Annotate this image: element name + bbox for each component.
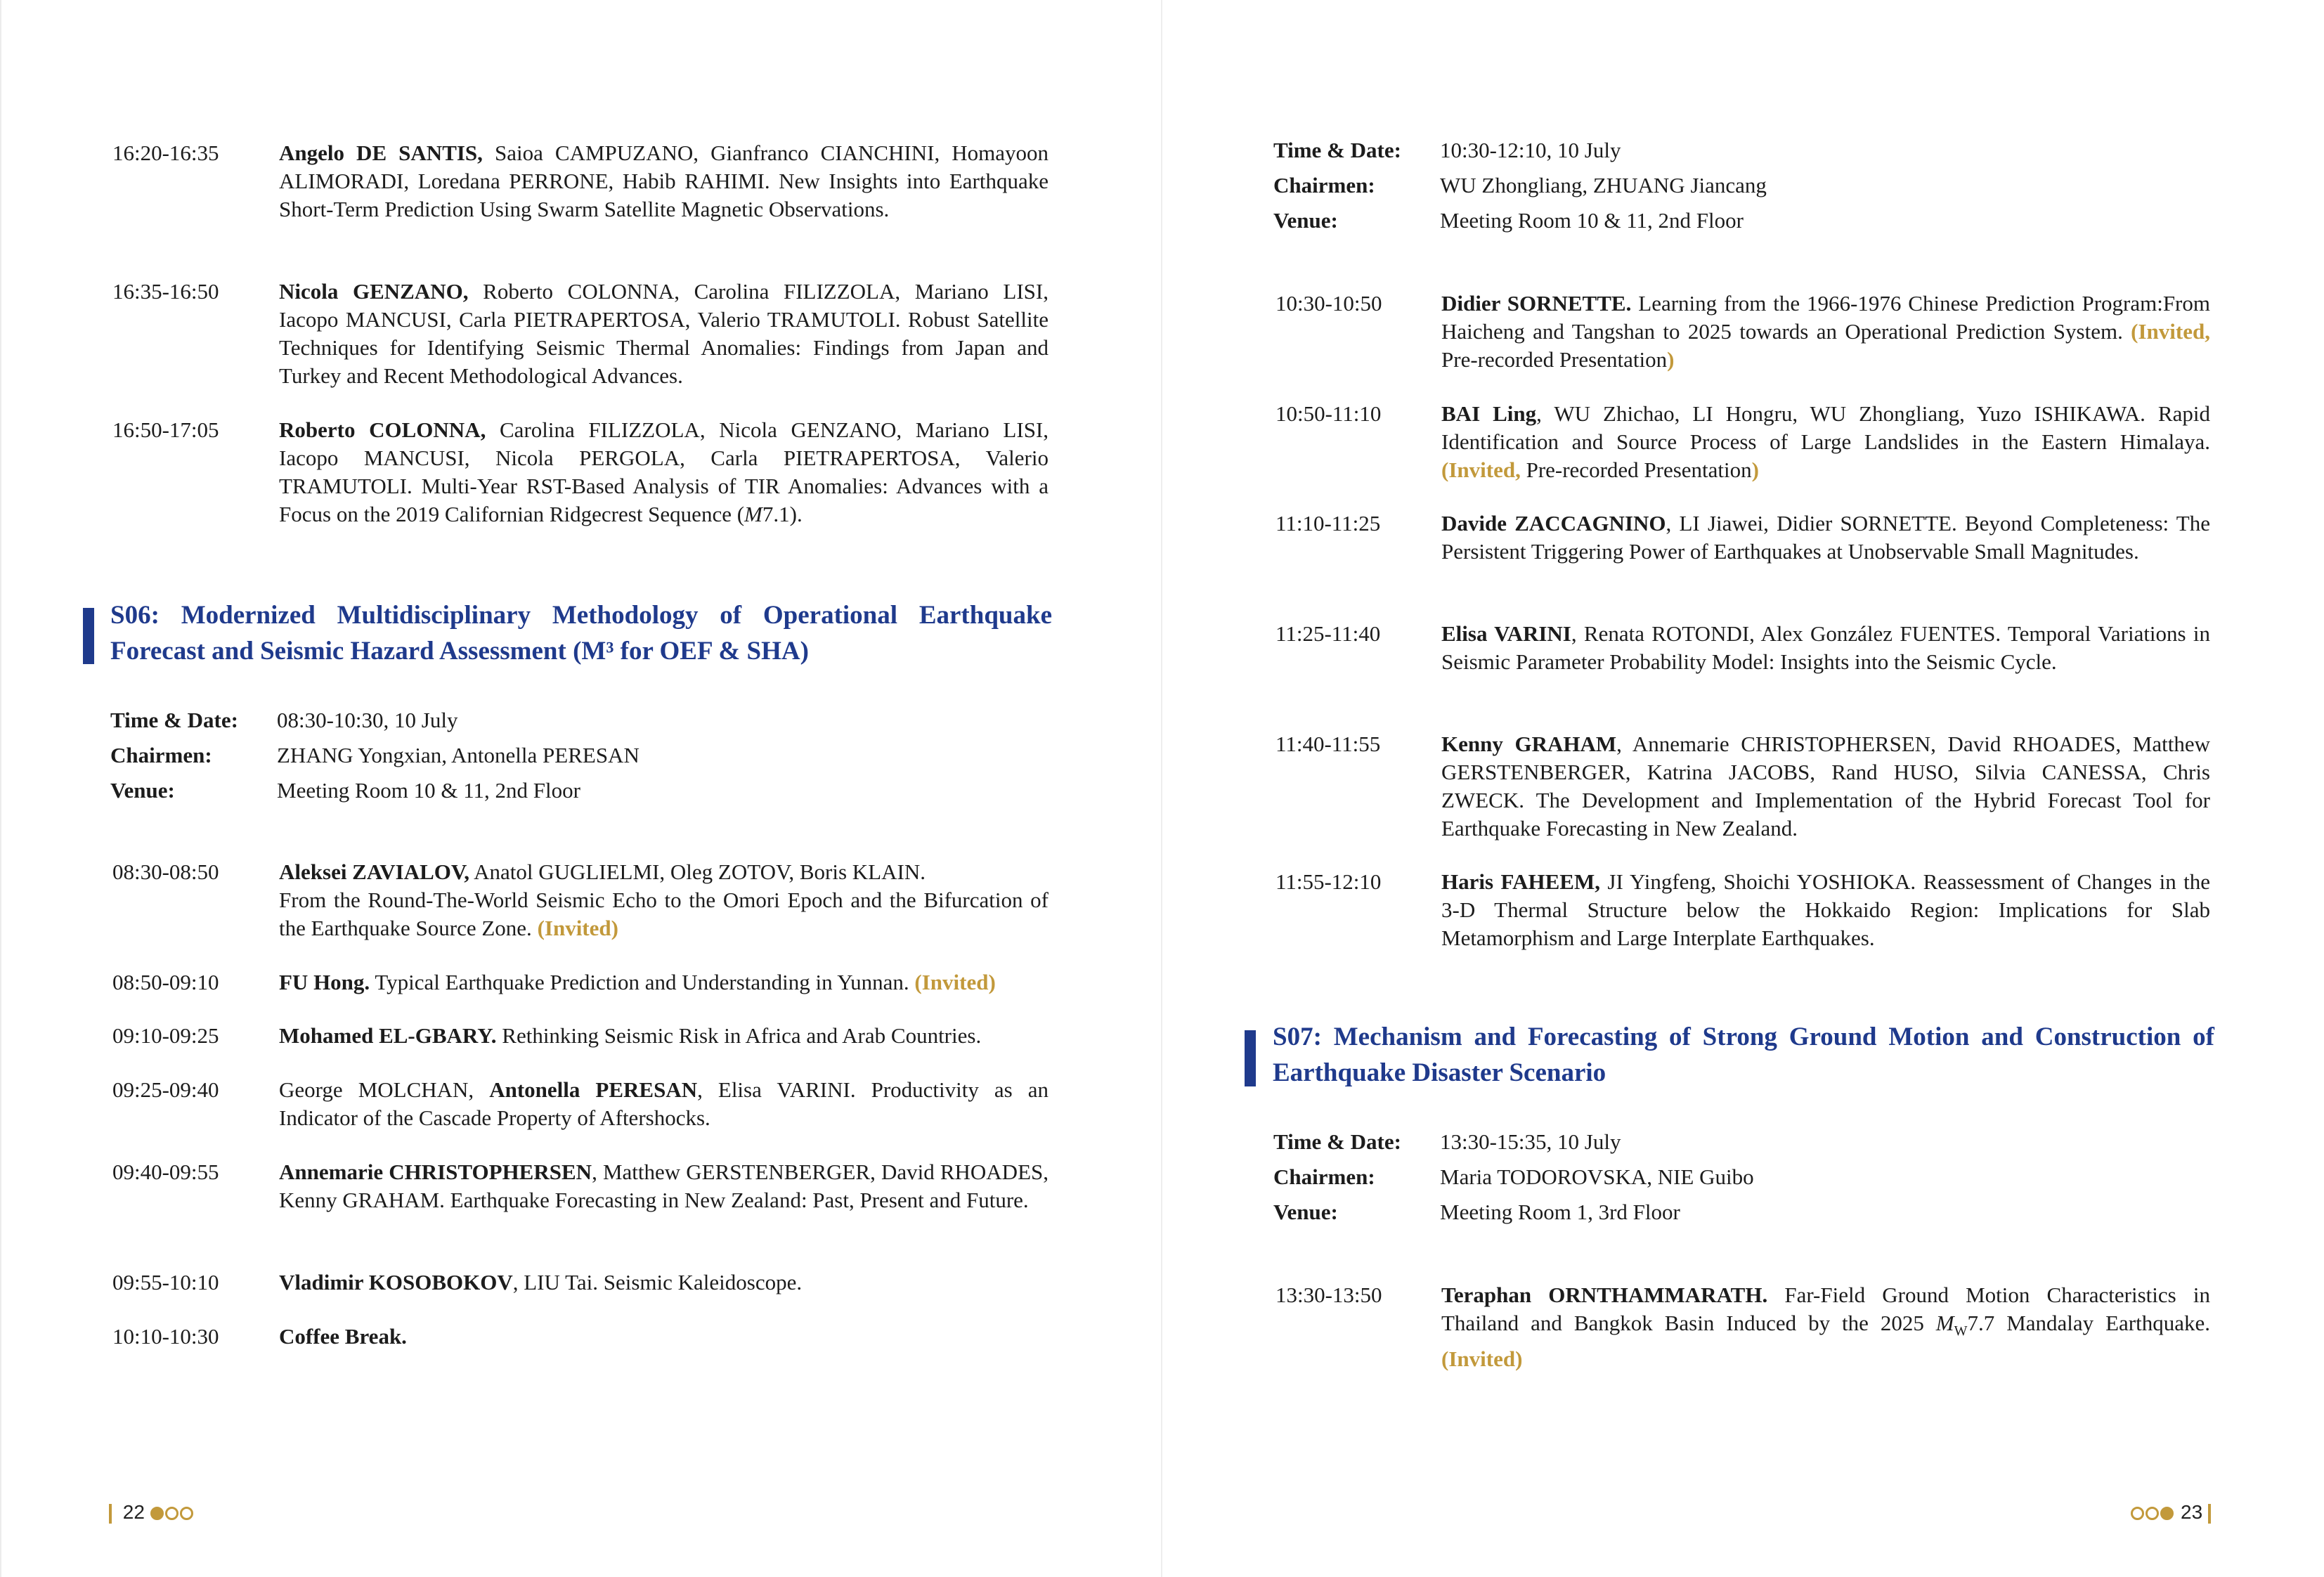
- entry-text: Roberto COLONNA, Carolina FILIZZOLA, Nicola GENZANO, Mariano LISI, Iacopo MANCUSI, Nicola PERGOLA, Carla PIETRAPERTOSA, Valerio TRAMUTOLI. Multi-Year RST-Based Analysis of TIR Anomalies: Advances with a Focus on the 2019 Californian Ridgecrest Sequence (M7.1).: [279, 417, 1049, 526]
- chairmen-row: [1273, 1160, 2117, 1195]
- chairmen-label: Chairmen:: [1273, 1164, 1375, 1189]
- chairmen-label: Chairmen:: [110, 743, 212, 767]
- dot-icon: [2146, 1507, 2159, 1520]
- entry-text: Didier SORNETTE. Learning from the 1966-1976 Chinese Prediction Program:From Haicheng and Tangshan to 2025 towards an Operational Prediction System. (Invited, Pre-recorded Presentation): [1441, 291, 2210, 372]
- chairmen-value: WU Zhongliang, ZHUANG Jiancang: [1440, 173, 1767, 197]
- time-date-label: Time & Date:: [110, 708, 238, 732]
- session-info: [1273, 1124, 2117, 1230]
- entry-time: 08:30-08:50: [112, 859, 219, 884]
- time-date-row: [110, 703, 954, 738]
- entry-text: Vladimir KOSOBOKOV, LIU Tai. Seismic Kaleidoscope.: [279, 1270, 803, 1294]
- time-date-value: 13:30-15:35, 10 July: [1440, 1129, 1621, 1154]
- venue-value: Meeting Room 10 & 11, 2nd Floor: [1440, 208, 1744, 233]
- dot-icon: [165, 1507, 178, 1520]
- entry-text: Teraphan ORNTHAMMARATH. Far-Field Ground Motion Characteristics in Thailand and Bangkok Basin Induced by the 2025 $M_W7.7$ Mandalay Earthquake. (Invited): [1441, 1283, 2210, 1372]
- venue-label: Venue:: [110, 778, 175, 803]
- venue-label: Venue:: [1273, 1200, 1338, 1224]
- dot-icon: [2160, 1507, 2174, 1520]
- entry-text: Kenny GRAHAM, Annemarie CHRISTOPHERSEN, David RHOADES, Matthew GERSTENBERGER, Katrina JACOBS, Rand HUSO, Silvia CANESSA, Chris ZWECK. The Development and Implementation of the Hybrid Forecast Tool for Earthquake Forecasting in New Zealand.: [1441, 732, 2211, 841]
- dot-icon: [180, 1507, 193, 1520]
- page-number-footer: [109, 1501, 195, 1524]
- time-date-row: [1273, 1124, 2117, 1160]
- page-number-footer: [2131, 1501, 2211, 1524]
- time-date-value: 10:30-12:10, 10 July: [1440, 138, 1621, 162]
- entry-text: FU Hong. Typical Earthquake Prediction and Understanding in Yunnan. (Invited): [279, 970, 996, 994]
- folio-bar: [109, 1504, 112, 1524]
- entry-time: 16:20-16:35: [112, 141, 219, 165]
- venue-label: Venue:: [1273, 208, 1338, 233]
- chairmen-value: Maria TODOROVSKA, NIE Guibo: [1440, 1164, 1754, 1189]
- entry-text: Coffee Break.: [279, 1324, 407, 1349]
- folio-bar: [2208, 1504, 2211, 1524]
- time-date-row: [1273, 133, 2117, 168]
- entry-text: Annemarie CHRISTOPHERSEN, Matthew GERSTENBERGER, David RHOADES, Kenny GRAHAM. Earthquake Forecasting in New Zealand: Past, Present and Future.: [279, 1160, 1049, 1212]
- entry-time: 11:10-11:25: [1275, 511, 1381, 536]
- time-date-label: Time & Date:: [1273, 138, 1401, 162]
- time-date-value: 08:30-10:30, 10 July: [277, 708, 458, 732]
- entry-time: 09:40-09:55: [112, 1160, 219, 1184]
- entry-time: 16:50-17:05: [112, 417, 219, 442]
- entry-time: 09:10-09:25: [112, 1023, 219, 1048]
- entry-text: Haris FAHEEM, JI Yingfeng, Shoichi YOSHIOKA. Reassessment of Changes in the 3-D Thermal Structure below the Hokkaido Region: Implications for Slab Metamorphism and Large Interplate Earthquakes.: [1441, 869, 2211, 950]
- session-marker: [83, 608, 94, 664]
- chairmen-row: [110, 738, 954, 773]
- time-date-label: Time & Date:: [1273, 1129, 1401, 1154]
- entry-time: 11:55-12:10: [1275, 869, 1382, 894]
- right-page: [1162, 0, 2324, 1577]
- entry-time: 16:35-16:50: [112, 279, 219, 304]
- chairmen-label: Chairmen:: [1273, 173, 1375, 197]
- entry-text: Aleksei ZAVIALOV, Anatol GUGLIELMI, Oleg ZOTOV, Boris KLAIN. From the Round-The-World Seismic Echo to the Omori Epoch and the Bifurcation of the Earthquake Source Zone. (Invited): [279, 859, 1049, 940]
- entry-text: Davide ZACCAGNINO, LI Jiawei, Didier SORNETTE. Beyond Completeness: The Persistent Triggering Power of Earthquakes at Unobservable Small Magnitudes.: [1441, 511, 2210, 564]
- venue-value: Meeting Room 10 & 11, 2nd Floor: [277, 778, 580, 803]
- entry-time: 11:25-11:40: [1275, 621, 1381, 646]
- entry-text: BAI Ling, WU Zhichao, LI Hongru, WU Zhongliang, Yuzo ISHIKAWA. Rapid Identification and Source Process of Large Landslides in the Eastern Himalaya. (Invited, Pre-recorded Presentation): [1441, 401, 2210, 482]
- entry-text: Nicola GENZANO, Roberto COLONNA, Carolina FILIZZOLA, Mariano LISI, Iacopo MANCUSI, Carla PIETRAPERTOSA, Valerio TRAMUTOLI. Robust Satellite Techniques for Identifying Seismic Thermal Anomalies: Findings from Japan and Turkey and Recent Methodological Advances.: [279, 279, 1049, 388]
- chairmen-row: [1273, 168, 2117, 203]
- entry-time: 11:40-11:55: [1275, 732, 1381, 756]
- entry-time: 08:50-09:10: [112, 970, 219, 994]
- session-info: [1273, 133, 2117, 238]
- venue-row: [1273, 1195, 2117, 1230]
- entry-text: George MOLCHAN, Antonella PERESAN, Elisa VARINI. Productivity as an Indicator of the Cascade Property of Aftershocks.: [279, 1077, 1049, 1130]
- entry-text: Elisa VARINI, Renata ROTONDI, Alex González FUENTES. Temporal Variations in Seismic Parameter Probability Model: Insights into the Seismic Cycle.: [1441, 621, 2211, 674]
- entry-time: 09:25-09:40: [112, 1077, 219, 1102]
- entry-text: Angelo DE SANTIS, Saioa CAMPUZANO, Gianfranco CIANCHINI, Homayoon ALIMORADI, Loredana PERRONE, Habib RAHIMI. New Insights into Earthquake Short-Term Prediction Using Swarm Satellite Magnetic Observations.: [279, 141, 1049, 221]
- venue-row: [110, 773, 954, 808]
- page-number: 22: [122, 1501, 145, 1523]
- entry-text: Mohamed EL-GBARY. Rethinking Seismic Risk in Africa and Arab Countries.: [279, 1023, 982, 1048]
- entry-time: 13:30-13:50: [1275, 1283, 1382, 1307]
- entry-time: 10:30-10:50: [1275, 291, 1382, 316]
- page-number: 23: [2181, 1501, 2203, 1523]
- entry-time: 10:50-11:10: [1275, 401, 1382, 426]
- session-info: [110, 703, 954, 808]
- venue-value: Meeting Room 1, 3rd Floor: [1440, 1200, 1680, 1224]
- venue-row: [1273, 203, 2117, 238]
- entry-time: 09:55-10:10: [112, 1270, 219, 1294]
- entry-time: 10:10-10:30: [112, 1324, 219, 1349]
- dot-icon: [2131, 1507, 2144, 1520]
- session-title: S07: Mechanism and Forecasting of Strong Ground Motion and Construction of Earthquake Disaster Scenario: [1273, 1023, 2214, 1087]
- chairmen-value: ZHANG Yongxian, Antonella PERESAN: [277, 743, 640, 767]
- session-marker: [1245, 1030, 1256, 1086]
- dot-icon: [150, 1507, 164, 1520]
- session-title: S06: Modernized Multidisciplinary Methodology of Operational Earthquake Forecast and Seismic Hazard Assessment (M³ for OEF & SHA): [110, 601, 1052, 666]
